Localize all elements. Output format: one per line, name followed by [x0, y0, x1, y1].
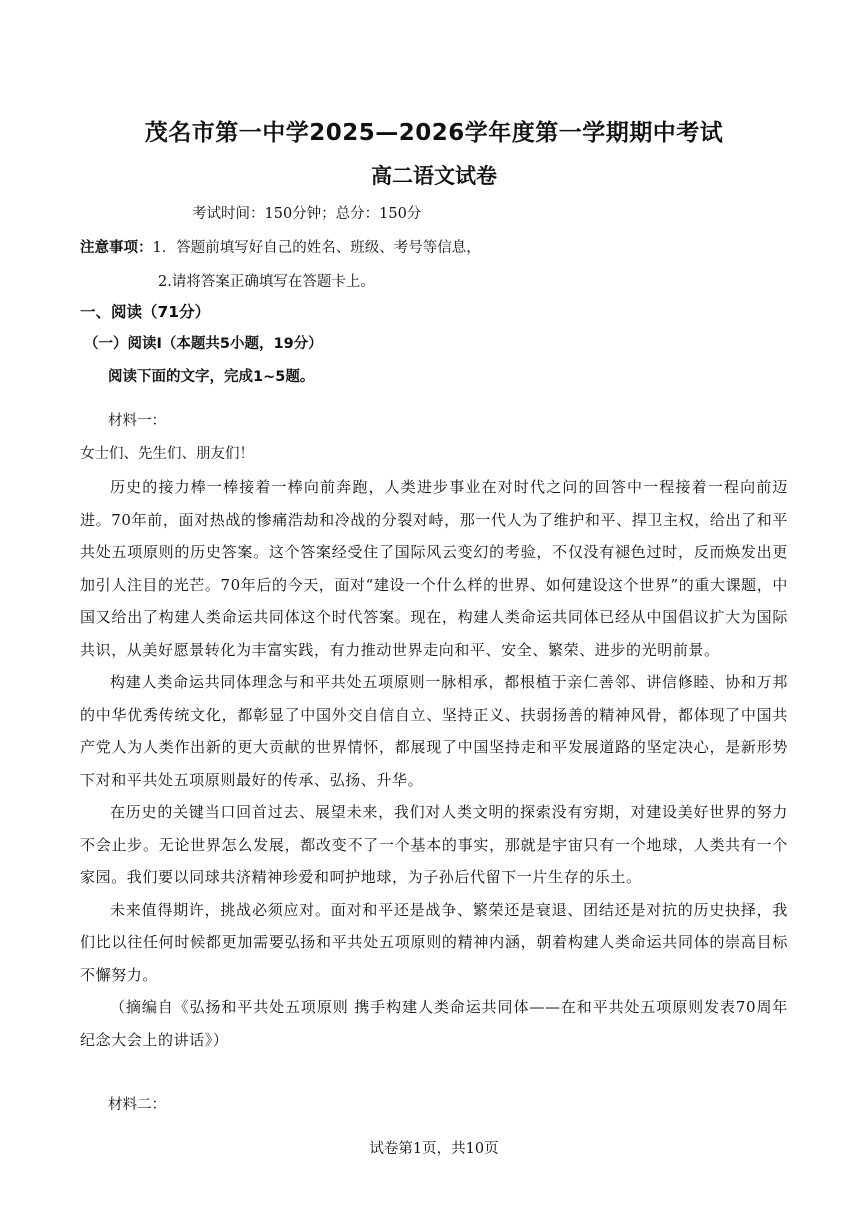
material-1-source: （摘编自《弘扬和平共处五项原则 携手构建人类命运共同体——在和平共处五项原则发表70周年纪念大会上的讲话》）: [80, 998, 788, 1049]
paragraph: 未来值得期许，挑战必须应对。面对和平还是战争、繁荣还是衰退、团结还是对抗的历史抉择，我们比以往任何时候都更加需要弘扬和平共处五项原则的精神内涵，朝着构建人类命运共同体的崇高目标不懈努力。: [80, 900, 788, 984]
page-footer: 试卷第1页，共10页: [369, 1141, 499, 1157]
paragraph: 历史的接力棒一棒接着一棒向前奔跑，人类进步事业在对时代之问的回答中一程接着一程向前迈进。70年前，面对热战的惨痛浩劫和冷战的分裂对峙，那一代人为了维护和平、捍卫主权，给出了和平共处五项原则的历史答案。这个答案经受住了国际风云变幻的考验，不仅没有褪色过时，反而焕发出更加引人注目的光芒。70年后的今天，面对“建设一个什么样的世界、如何建设这个世界”的重大课题，中国又给出了构建人类命运共同体这个时代答案。现在，构建人类命运共同体已经从中国倡议扩大为国际共识，从美好愿景转化为丰富实践，有力推动世界走向和平、安全、繁荣、进步的光明前景。: [80, 478, 788, 659]
exam-info: 考试时间：150分钟；总分：150分: [192, 206, 422, 222]
material-1-label: 材料一：: [108, 413, 166, 429]
exam-title: 茂名市第一中学2025—2026学年度第一学期期中考试: [144, 120, 724, 146]
exam-subtitle: 高二语文试卷: [371, 164, 497, 188]
reading-instruction: 阅读下面的文字，完成1~5题。: [108, 369, 315, 385]
paragraph: 构建人类命运共同体理念与和平共处五项原则一脉相承，都根植于亲仁善邻、讲信修睦、协和万邦的中华优秀传统文化，都彰显了中国外交自信自立、坚持正义、扶弱扬善的精神风骨，都体现了中国共产党人为人类作出新的更大贡献的世界情怀，都展现了中国坚持走和平发展道路的坚定决心，是新形势下对和平共处五项原则最好的传承、弘扬、升华。: [80, 673, 788, 789]
notice-item-1: 1．答题前填写好自己的姓名、班级、考号等信息，: [152, 240, 481, 256]
greeting: 女士们、先生们、朋友们！: [80, 446, 254, 462]
notice-item-2: 2.请将答案正确填写在答题卡上。: [158, 274, 375, 290]
notice-label: 注意事项：: [80, 240, 153, 256]
section-heading: 一、阅读（71分）: [80, 303, 211, 321]
notice-block: [80, 238, 481, 258]
material-2-label: 材料二：: [108, 1097, 166, 1113]
paragraph: 在历史的关键当口回首过去、展望未来，我们对人类文明的探索没有穷期，对建设美好世界的努力不会止步。无论世界怎么发展，都改变不了一个基本的事实，那就是宇宙只有一个地球，人类共有一个家园。我们要以同球共济精神珍爱和呵护地球，为子孙后代留下一片生存的乐土。: [80, 803, 788, 886]
section-subheading: （一）阅读Ⅰ（本题共5小题，19分）: [84, 336, 323, 352]
material-1-body: [80, 471, 788, 1056]
